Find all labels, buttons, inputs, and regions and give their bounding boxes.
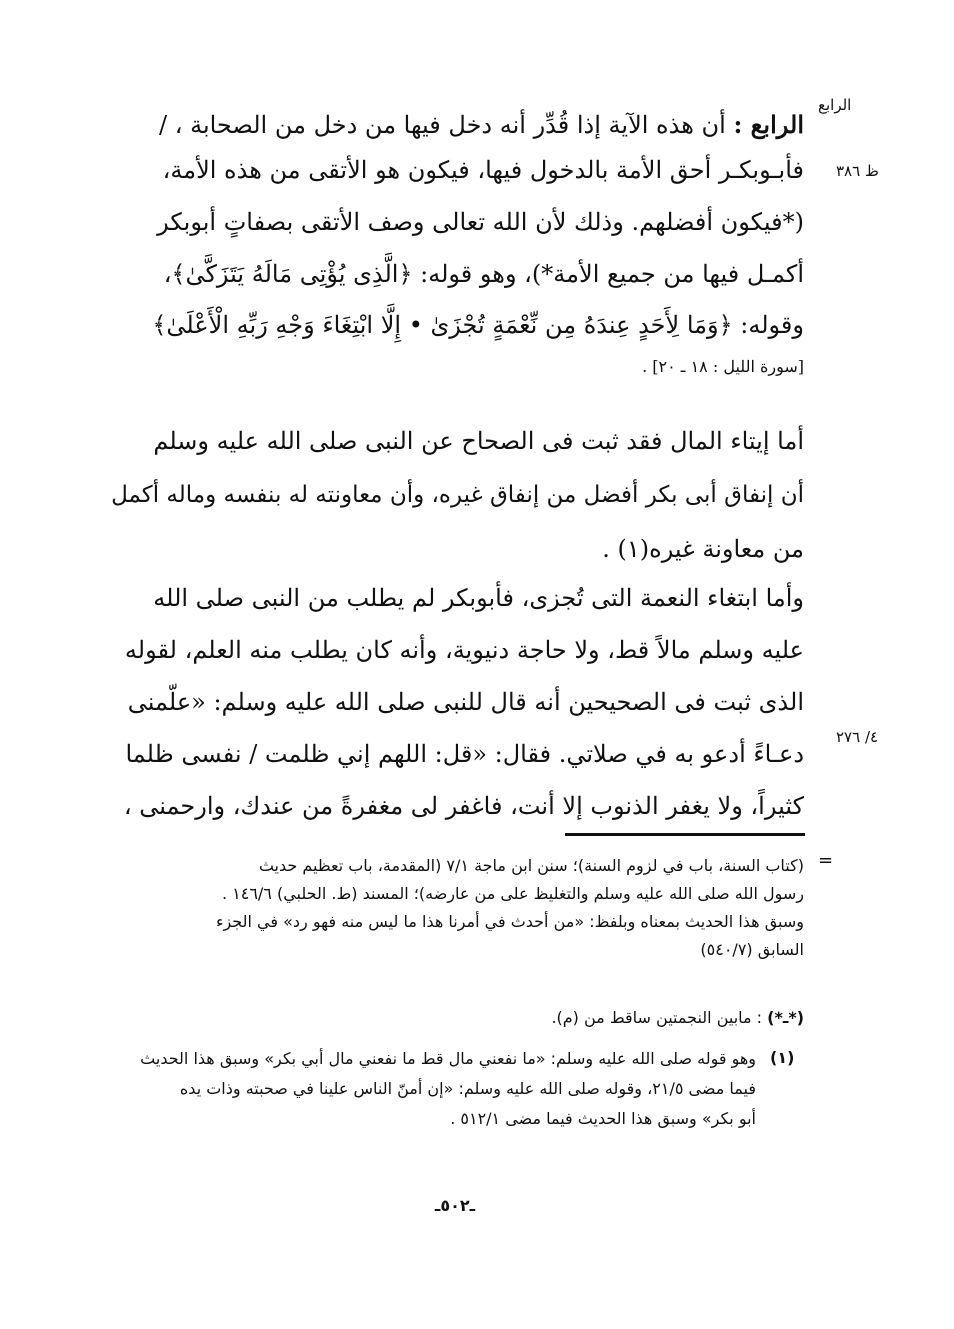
footnote-line (104, 1004, 804, 1032)
text-line: الذى ثبت فى الصحيحين أنه قال للنبى صلى الله عليه وسلم: «علّمنى (127, 688, 804, 716)
footnote-line: وهو قوله صلى الله عليه وسلم: «ما نفعني مال قط ما نفعني مال أبي بكر» وسبق هذا الحديث (140, 1049, 756, 1068)
footnote-continuation (114, 852, 804, 964)
text-line: وأما ابتغاء النعمة التى تُجزى، فأبوبكر لم يطلب من النبى صلى الله (153, 584, 804, 612)
paragraph-lead: الرابع : (733, 110, 804, 139)
footnote-text: : مابين النجمتين ساقط من (م). (551, 1008, 763, 1027)
paragraph-2 (104, 414, 804, 576)
footnote-line: وسبق هذا الحديث بمعناه وبلفظ: «من أحدث في أمرنا هذا ما ليس منه فهو رد» في الجزء (215, 912, 804, 931)
footnote-line: (كتاب السنة، باب في لزوم السنة)؛ سنن ابن ماجة ٧/١ (المقدمة، باب تعظيم حديث (258, 856, 804, 875)
quran-citation: [سورة الليل : ١٨ ـ ٢٠] . (642, 357, 804, 376)
footnote-1 (106, 1044, 756, 1134)
text-line: أكمـل فيها من جميع الأمة*)، وهو قوله: ﴿الَّذِى يُؤْتِى مَالَهُ يَتَزَكَّىٰ﴾، (163, 260, 804, 288)
footnote-marker: (*ـ*) (767, 1008, 804, 1027)
text-line: أما إيتاء المال فقد ثبت فى الصحاح عن النبى صلى الله عليه وسلم (153, 427, 804, 455)
margin-heading: الرابع (818, 96, 852, 114)
footnote-star (104, 1004, 804, 1032)
text-line: كثيراً، ولا يغفر الذنوب إلا أنت، فاغفر لى مغفرةً من عندك، وارحمنى ، (123, 792, 804, 820)
text-line: (*فيكون أفضلهم. وذلك لأن الله تعالى وصف الأتقى بصفاتٍ أبوبكر (157, 208, 804, 236)
text-line: أن إنفاق أبى بكر أفضل من إنفاق غيره، وأن معاونته له بنفسه وماله أكمل (111, 482, 804, 508)
text-line: فأبـوبكـر أحق الأمة بالدخول فيها، فيكون هو الأتقى من هذه الأمة، (162, 156, 804, 184)
footnote-line: رسول الله صلى الله عليه وسلم والتغليظ على من عارضه)؛ المسند (ط. الحلبي) ١٤٦/٦ . (221, 884, 804, 903)
text-line: عليه وسلم مالاً قط، ولا حاجة دنيوية، وأنه كان يطلب منه العلم، لقوله (124, 636, 804, 664)
footnote-line: فيما مضى ٢١/٥، وقوله صلى الله عليه وسلم: «إن أمنّ الناس علينا في صحبته وذات يده (179, 1079, 756, 1098)
text-line (104, 106, 804, 144)
text-line: دعـاءً أدعو به في صلاتي. فقال: «قل: اللهم إني ظلمت / نفسى ظلما (125, 740, 804, 768)
paragraph-3 (104, 572, 804, 832)
paragraph-1 (104, 106, 804, 384)
margin-page-ref: ٤/ ٢٧٦ (836, 728, 879, 746)
text-line: وقوله: ﴿وَمَا لِأَحَدٍ عِندَهُ مِن نِّعْمَةٍ تُجْزَىٰ • إِلَّا ابْتِغَاءَ وَجْهِ رَبِّهِ الْأَعْلَىٰ﴾ (152, 311, 804, 339)
page-number: ـ٥٠٢ـ (434, 1196, 476, 1215)
continuation-mark: = (818, 850, 834, 871)
text-line: من معاونة غيره(١) . (602, 535, 804, 563)
footnote-line: أبو بكر» وسبق هذا الحديث فيما مضى ٥١٢/١ . (450, 1109, 756, 1128)
text-fragment: أن هذه الآية إذا قُدِّر أنه دخل فيها من دخل من الصحابة ، / (158, 111, 726, 139)
footnote-separator (565, 833, 805, 836)
footnote-marker: (١) (770, 1048, 795, 1067)
footnote-line: السابق (٥٤٠/٧) (700, 940, 804, 959)
margin-page-ref: ظ ٣٨٦ (836, 162, 879, 180)
